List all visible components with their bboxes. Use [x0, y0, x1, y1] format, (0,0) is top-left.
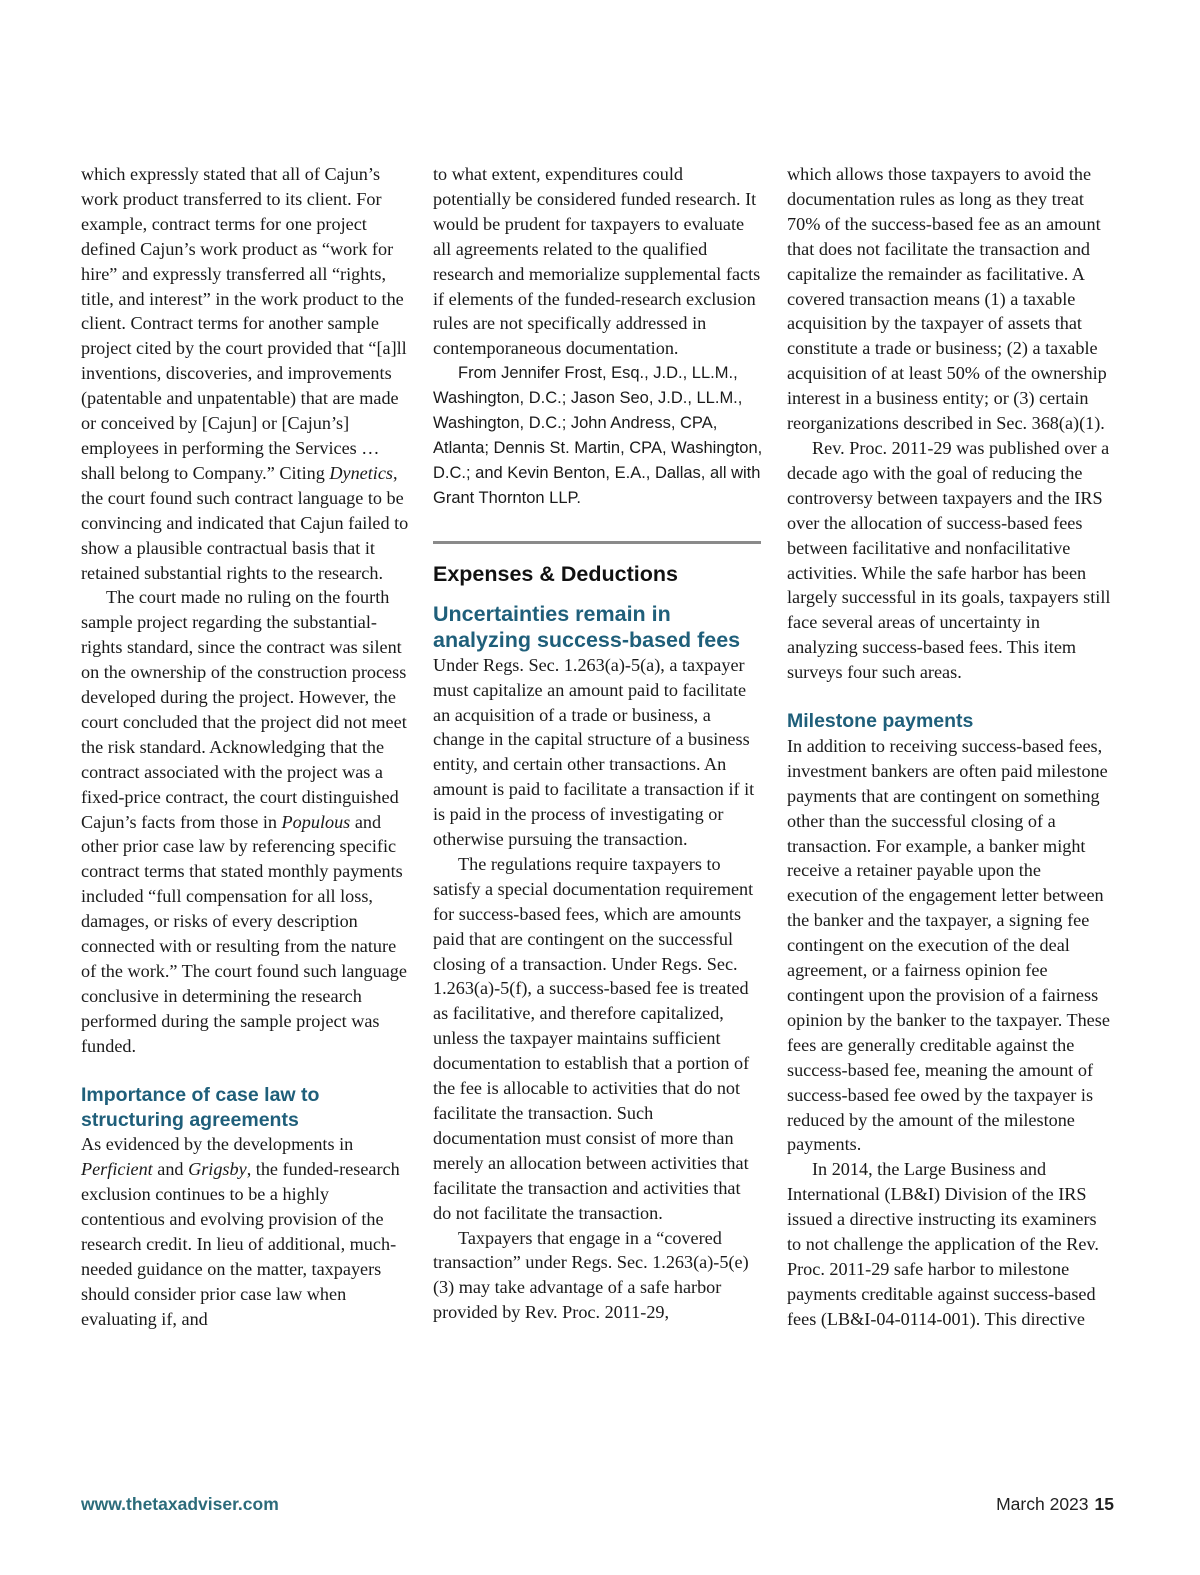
case-name: Populous — [281, 811, 351, 832]
case-name: Dynetics — [329, 462, 394, 483]
paragraph: Under Regs. Sec. 1.263(a)-5(a), a taxpayer must capitalize an amount paid to facilitate an acquisition of a trade or business, a change in the capital structure of a business entity, and certain other transactions. An amount is paid to facilitate a transaction if it is paid in the process of investigating or otherwise pursuing the transaction. — [433, 654, 755, 850]
paragraph: Taxpayers that engage in a “covered transaction” under Regs. Sec. 1.263(a)-5(e)(3) may take advantage of a safe harbor provided by Rev. Proc. 2011-29, — [433, 1227, 749, 1323]
section-title: Expenses & Deductions — [433, 561, 678, 586]
case-name: Perficient — [81, 1159, 153, 1180]
article-title: Uncertainties remain in analyzing success-based fees — [433, 601, 741, 652]
column-2 — [433, 162, 763, 1325]
paragraph: In 2014, the Large Business and International (LB&I) Division of the IRS issued a directive instructing its examiners to not challenge the application of the Rev. Proc. 2011-29 safe harbor to milestone payments creditable against success-based fees (LB&I-04-0114-001). This directive — [787, 1159, 1099, 1329]
paragraph: The regulations require taxpayers to satisfy a special documentation requirement for success-based fees, which are amounts paid that are contingent on the successful closing of a transaction. Under Regs. Sec. 1.263(a)-5(f), a success-based fee is treated as facilitative, and therefore capitalized, unless the taxpayer maintains sufficient documentation to establish that a portion of the fee is allocable to activities that do not facilitate the transaction. Such documentation must consist of more than merely an allocation between activities that facilitate the transaction and activities that do not facilitate the transaction. — [433, 853, 754, 1223]
column-1 — [81, 162, 411, 1332]
footer-date: March 2023 — [996, 1494, 1089, 1514]
column-3 — [787, 162, 1113, 1332]
paragraph: which allows those taxpayers to avoid the documentation rules as long as they treat 70% of the success-based fee as an amount that does not facilitate the transaction and capitalize the remainder as facilitative. A covered transaction means (1) a taxable acquisition by the taxpayer of assets that constitute a trade or business; (2) a taxable acquisition of at least 50% of the ownership interest in a business entity; or (3) certain reorganizations described in Sec. 368(a)(1). — [787, 164, 1107, 434]
subheading-case-law: Importance of case law to structuring agreements — [81, 1083, 320, 1131]
case-name: Grigsby — [188, 1159, 247, 1180]
author-credit: From Jennifer Frost, Esq., J.D., LL.M., Washington, D.C.; Jason Seo, J.D., LL.M., Washington, D.C.; John Andress, CPA, Atlanta; Dennis St. Martin, CPA, Washington, D.C.; and Kevin Benton, E.A., Dallas, all with Grant Thornton LLP. — [433, 364, 763, 507]
section-divider — [433, 541, 761, 544]
footer-website-link[interactable]: www.thetaxadviser.com — [81, 1494, 279, 1514]
paragraph: In addition to receiving success-based fees, investment bankers are often paid milestone payments that are contingent on something other than the successful closing of a transaction. For example, a banker might receive a retainer payable upon the execution of the engagement letter between the banker and the taxpayer, a signing fee contingent on the execution of the deal agreement, or a fairness opinion fee contingent upon the provision of a fairness opinion by the banker to the taxpayer. These fees are generally creditable against the success-based fee, meaning the amount of success-based fee owed by the taxpayer is reduced by the amount of the milestone payments. — [787, 735, 1110, 1155]
paragraph: which expressly stated that all of Cajun’s work product transferred to its client. For example, contract terms for one project defined Cajun’s work product as “work for hire” and expressly transferred all “rights, title, and interest” in the work product to the client. Contract terms for another sample project cited by the court provided that “[a]ll inventions, discoveries, and improvements (patentable and unpatentable) that are made or conceived by [Cajun] or [Cajun’s] employees in performing the Services … shall belong to Company.” Citing Dynetics, the court found such contract language to be convincing and indicated that Cajun failed to show a plausible contractual basis that it retained substantial rights to the research. — [81, 164, 409, 583]
subheading-milestone-payments: Milestone payments — [787, 710, 974, 733]
paragraph: The court made no ruling on the fourth sample project regarding the substantial-rights standard, since the contract was silent on the ownership of the construction process developed during the project. However, the court concluded that the project did not meet the risk standard. Acknowledging that the contract associated with the project was a fixed-price contract, the court distinguished Cajun’s facts from those in Populous and other prior case law by referencing specific contract terms that stated monthly payments included “full compensation for all loss, damages, or risks of every description connected with or resulting from the nature of the work.” The court found such language conclusive in determining the research performed during the sample project was funded. — [81, 587, 407, 1056]
footer-page-info — [996, 1494, 1114, 1515]
paragraph: to what extent, expenditures could potentially be considered funded research. It would be prudent for taxpayers to evaluate all agreements related to the qualified research and memorialize supplemental facts if elements of the funded-research exclusion rules are not specifically addressed in contemporaneous documentation. — [433, 164, 761, 359]
page-number: 15 — [1094, 1494, 1114, 1514]
paragraph: Rev. Proc. 2011-29 was published over a decade ago with the goal of reducing the controversy between taxpayers and the IRS over the allocation of success-based fees between facilitative and nonfacilitative activities. While the safe harbor has been largely successful in its goals, taxpayers still face several areas of uncertainty in analyzing success-based fees. This item surveys four such areas. — [787, 437, 1111, 683]
paragraph: As evidenced by the developments in Perficient and Grigsby, the funded-research exclusion continues to be a highly contentious and evolving provision of the research credit. In lieu of additional, much-needed guidance on the matter, taxpayers should consider prior case law when evaluating if, and — [81, 1134, 400, 1329]
